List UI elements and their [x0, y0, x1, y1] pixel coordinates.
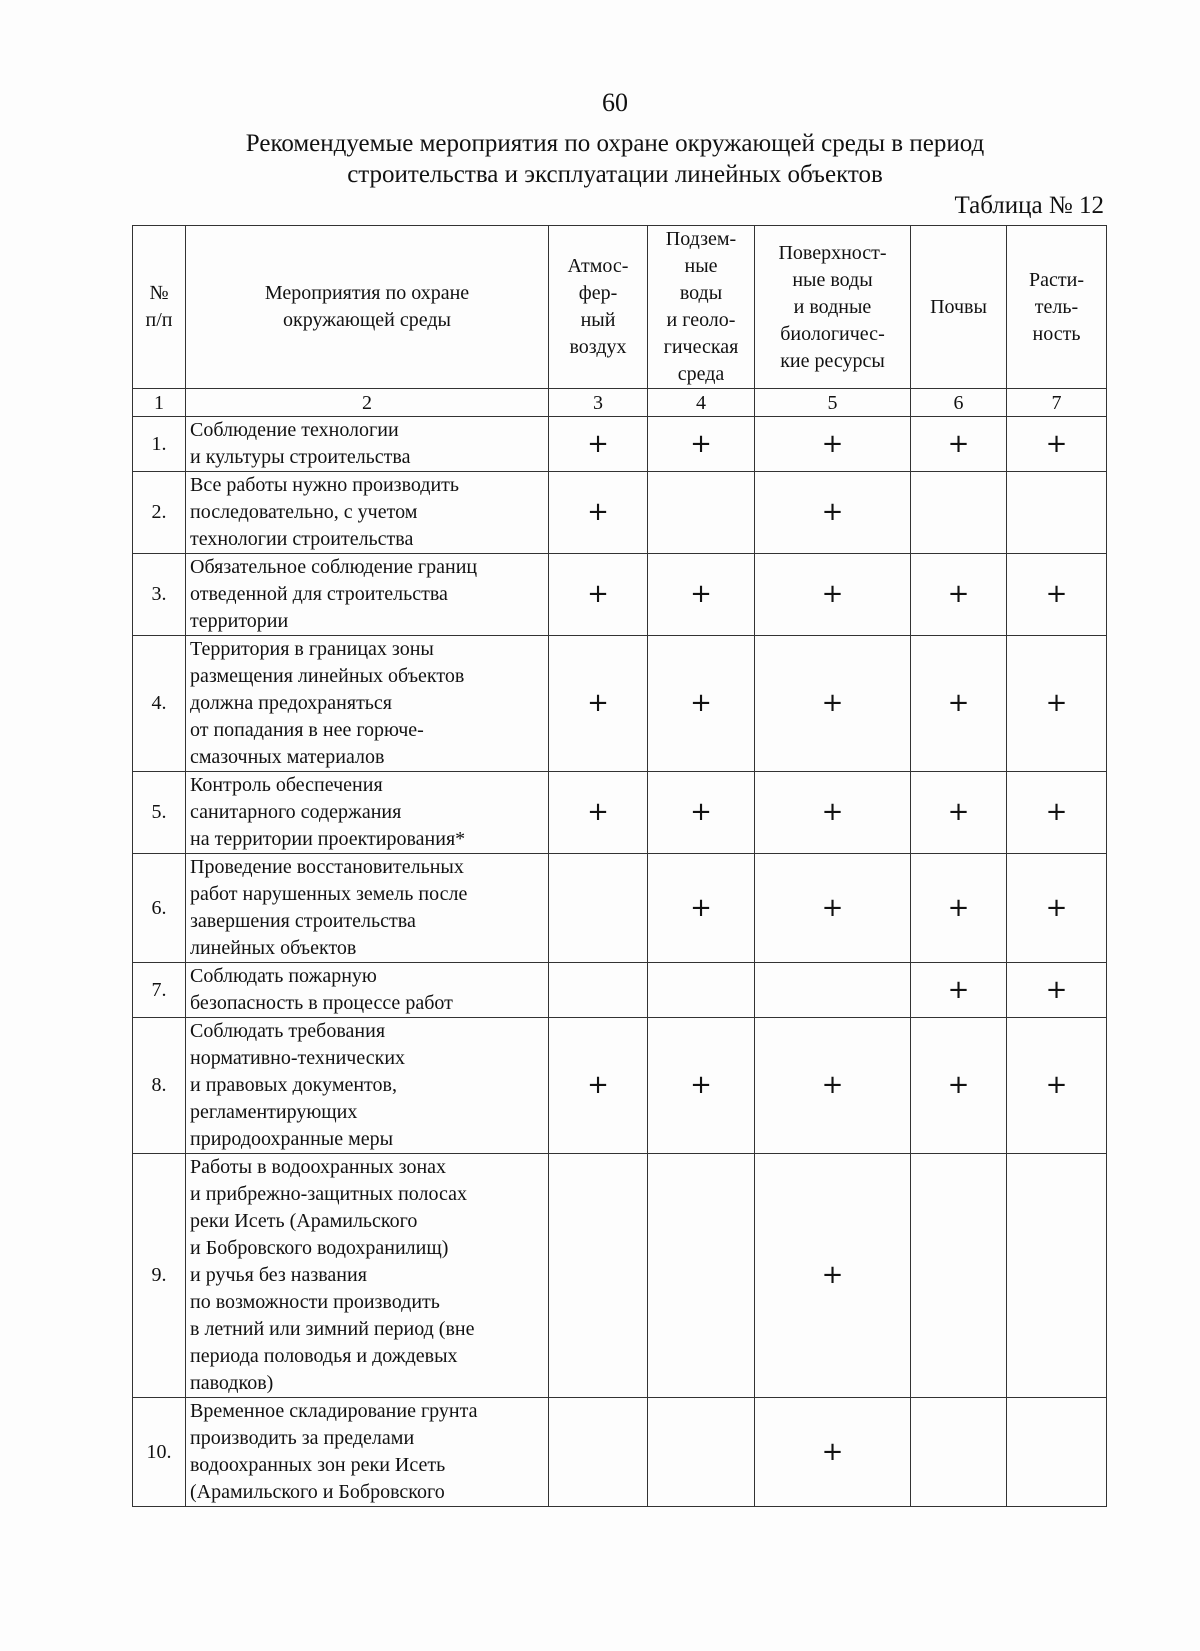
impact-mark: +	[648, 636, 755, 772]
impact-mark: +	[648, 772, 755, 854]
impact-mark: +	[1007, 854, 1107, 963]
header-label: Расти- тель- ность	[1029, 268, 1084, 345]
row-number: 1.	[133, 417, 186, 472]
impact-mark: +	[549, 472, 648, 554]
impact-mark	[549, 1154, 648, 1398]
header-cell-measures	[186, 226, 549, 389]
row-number: 8.	[133, 1018, 186, 1154]
measure-description: Территория в границах зоны размещения линейных объектов должна предохраняться от попадания в нее горюче- смазочных материалов	[186, 636, 549, 772]
impact-mark: +	[911, 1018, 1007, 1154]
row-number: 10.	[133, 1398, 186, 1507]
impact-mark	[911, 1398, 1007, 1507]
impact-mark	[1007, 472, 1107, 554]
table-row	[133, 554, 1107, 636]
measures-table	[132, 225, 1107, 1507]
impact-mark: +	[911, 772, 1007, 854]
column-number: 3	[549, 389, 648, 417]
impact-mark: +	[911, 854, 1007, 963]
measure-description: Соблюдать требования нормативно-технических и правовых документов, регламентирующих природоохранные меры	[186, 1018, 549, 1154]
impact-mark: +	[755, 472, 911, 554]
row-number: 5.	[133, 772, 186, 854]
table-row	[133, 1154, 1107, 1398]
impact-mark: +	[1007, 636, 1107, 772]
measure-description: Обязательное соблюдение границ отведенной для строительства территории	[186, 554, 549, 636]
table-row	[133, 472, 1107, 554]
column-number: 7	[1007, 389, 1107, 417]
header-row	[133, 226, 1107, 389]
impact-mark	[911, 1154, 1007, 1398]
impact-mark	[648, 963, 755, 1018]
impact-mark: +	[648, 854, 755, 963]
impact-mark	[648, 472, 755, 554]
column-number: 4	[648, 389, 755, 417]
impact-mark: +	[755, 1154, 911, 1398]
header-cell-vegetation	[1007, 226, 1107, 389]
table-row	[133, 963, 1107, 1018]
table-row	[133, 854, 1107, 963]
impact-mark: +	[648, 417, 755, 472]
table-label: Таблица № 12	[954, 192, 1104, 219]
header-cell-air	[549, 226, 648, 389]
impact-mark: +	[755, 1018, 911, 1154]
table-row	[133, 1398, 1107, 1507]
impact-mark	[911, 472, 1007, 554]
measure-description: Временное складирование грунта производить за пределами водоохранных зон реки Исеть (Арамильского и Бобровского	[186, 1398, 549, 1507]
row-number: 9.	[133, 1154, 186, 1398]
impact-mark	[549, 1398, 648, 1507]
impact-mark: +	[1007, 963, 1107, 1018]
row-number: 2.	[133, 472, 186, 554]
impact-mark: +	[755, 772, 911, 854]
impact-mark: +	[648, 554, 755, 636]
column-number: 1	[133, 389, 186, 417]
header-label: Почвы	[930, 295, 987, 318]
column-number-row	[133, 389, 1107, 417]
header-cell-surface-water	[755, 226, 911, 389]
row-number: 4.	[133, 636, 186, 772]
header-cell-number	[133, 226, 186, 389]
column-number: 2	[186, 389, 549, 417]
impact-mark	[755, 963, 911, 1018]
impact-mark: +	[549, 636, 648, 772]
impact-mark: +	[755, 636, 911, 772]
impact-mark: +	[1007, 772, 1107, 854]
impact-mark: +	[911, 417, 1007, 472]
impact-mark	[549, 963, 648, 1018]
table-row	[133, 772, 1107, 854]
impact-mark: +	[549, 772, 648, 854]
header-label: Подзем- ные воды и геоло- гическая среда	[663, 228, 739, 385]
impact-mark: +	[1007, 554, 1107, 636]
header-cell-groundwater	[648, 226, 755, 389]
impact-mark: +	[549, 554, 648, 636]
header-label: Мероприятия по охране окружающей среды	[264, 282, 470, 331]
impact-mark: +	[911, 636, 1007, 772]
impact-mark	[648, 1154, 755, 1398]
document-title: Рекомендуемые мероприятия по охране окружающей среды в период строительства и эксплуатации линейных объектов	[245, 130, 985, 188]
header-label: Поверхност- ные воды и водные биологичес- кие ресурсы	[778, 241, 887, 372]
table-row	[133, 417, 1107, 472]
impact-mark: +	[755, 1398, 911, 1507]
measure-description: Проведение восстановительных работ нарушенных земель после завершения строительства линейных объектов	[186, 854, 549, 963]
impact-mark	[1007, 1398, 1107, 1507]
table-header	[133, 226, 1107, 389]
impact-mark: +	[755, 854, 911, 963]
page-number: 60	[602, 88, 628, 117]
impact-mark: +	[549, 1018, 648, 1154]
row-number: 3.	[133, 554, 186, 636]
impact-mark: +	[911, 554, 1007, 636]
table-row	[133, 1018, 1107, 1154]
column-number: 6	[911, 389, 1007, 417]
column-number: 5	[755, 389, 911, 417]
impact-mark: +	[755, 554, 911, 636]
table-row	[133, 636, 1107, 772]
measure-description: Работы в водоохранных зонах и прибрежно-защитных полосах реки Исеть (Арамильского и Бобровского водохранилищ) и ручья без названия по возможности производить в летний или зимний период (вне периода половодья и дождевых паводков)	[186, 1154, 549, 1398]
header-label: № п/п	[145, 282, 173, 331]
row-number: 6.	[133, 854, 186, 963]
measure-description: Все работы нужно производить последовательно, с учетом технологии строительства	[186, 472, 549, 554]
table-body	[133, 389, 1107, 1507]
impact-mark: +	[1007, 1018, 1107, 1154]
row-number: 7.	[133, 963, 186, 1018]
impact-mark: +	[648, 1018, 755, 1154]
impact-mark	[549, 854, 648, 963]
impact-mark	[1007, 1154, 1107, 1398]
header-label: Атмос- фер- ный воздух	[567, 255, 629, 358]
header-cell-soils	[911, 226, 1007, 389]
impact-mark: +	[911, 963, 1007, 1018]
impact-mark: +	[755, 417, 911, 472]
impact-mark: +	[549, 417, 648, 472]
impact-mark: +	[1007, 417, 1107, 472]
measure-description: Соблюдение технологии и культуры строительства	[186, 417, 549, 472]
measure-description: Соблюдать пожарную безопасность в процессе работ	[186, 963, 549, 1018]
measure-description: Контроль обеспечения санитарного содержания на территории проектирования*	[186, 772, 549, 854]
impact-mark	[648, 1398, 755, 1507]
